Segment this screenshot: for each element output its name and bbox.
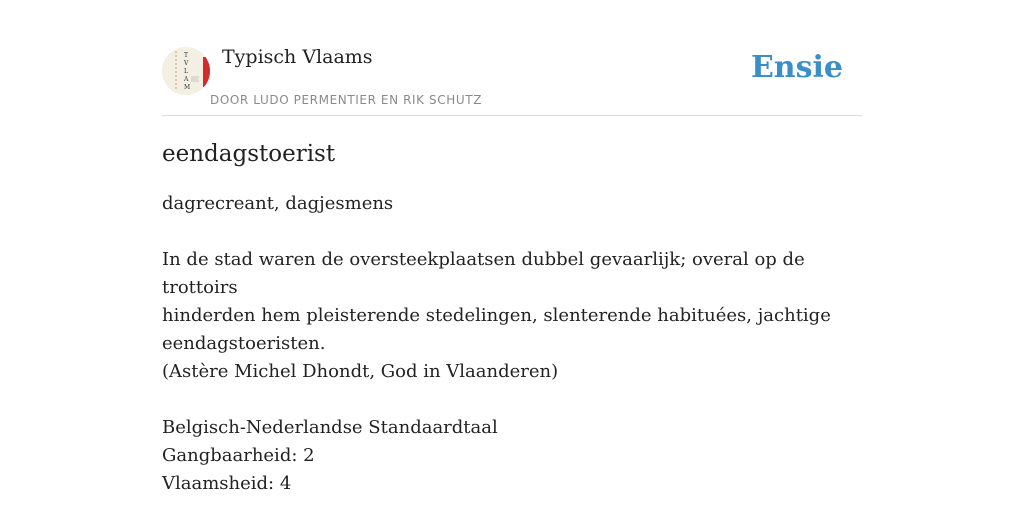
svg-text:V: V bbox=[184, 60, 189, 67]
quote-source: (Astère Michel Dhondt, God in Vlaanderen) bbox=[162, 361, 559, 382]
quote-line: In de stad waren de oversteekplaatsen dubbel gevaarlijk; overal op de trottoirs bbox=[162, 249, 805, 298]
book-title[interactable]: Typisch Vlaams bbox=[222, 46, 373, 68]
entry-body bbox=[162, 190, 862, 498]
ensie-logo[interactable]: Ensie bbox=[750, 50, 843, 85]
svg-text:M: M bbox=[184, 84, 191, 91]
svg-text:A: A bbox=[184, 76, 189, 83]
entry-term: eendagstoerist bbox=[162, 141, 336, 167]
entry-definition: dagrecreant, dagjesmens bbox=[162, 193, 394, 214]
quote-line: hinderden hem pleisterende stedelingen, slenterende habituées, jachtige bbox=[162, 305, 831, 326]
language-label: Belgisch-Nederlandse Standaardtaal bbox=[162, 417, 498, 438]
quote-line: eendagstoeristen. bbox=[162, 333, 326, 354]
book-cover-icon[interactable] bbox=[162, 47, 210, 95]
vlaamsheid-rating: Vlaamsheid: 4 bbox=[162, 473, 292, 494]
svg-text:T: T bbox=[184, 52, 189, 59]
blank-line bbox=[162, 386, 862, 414]
entry-content bbox=[162, 138, 862, 498]
blank-line bbox=[162, 218, 862, 246]
gangbaarheid-rating: Gangbaarheid: 2 bbox=[162, 445, 315, 466]
page-header bbox=[162, 45, 862, 116]
svg-text:L: L bbox=[184, 68, 188, 75]
book-authors: DOOR LUDO PERMENTIER EN RIK SCHUTZ bbox=[210, 93, 483, 107]
